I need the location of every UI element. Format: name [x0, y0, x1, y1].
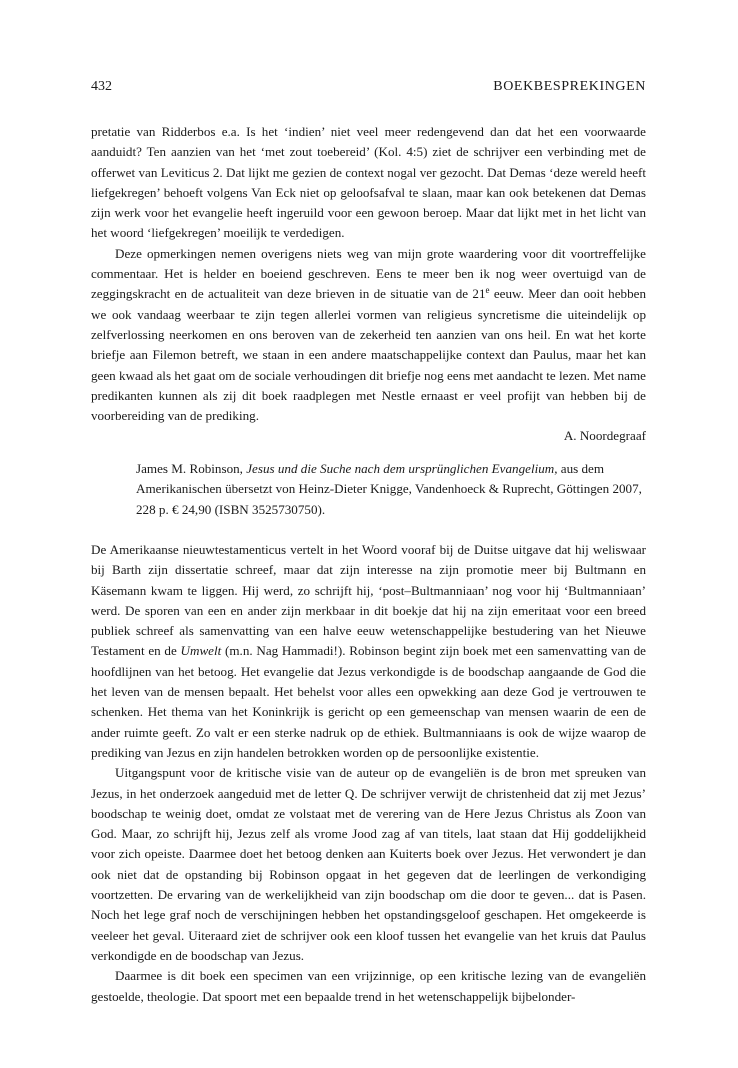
paragraph-text: pretatie van Ridderbos e.a. Is het ‘indien’ niet veel meer redengevend dan dat het een voorwaarde aanduidt? Ten aanzien van het ‘met zout toebereid’ (Kol. 4:5) ziet de schrijver een verbinding met de offerwet van Leviticus 2. Dat lijkt me gezien de context nogal ver gezocht. Dat Demas ‘deze wereld heeft liefgekregen’ behoeft volgens Van Eck niet op geloofsafval te slaan, maar kan ook betekenen dat Demas zijn werk voor het evangelie heeft ingeruild voor een gewoon beroep. Maar dat lijkt met in het licht van het woord ‘liefgekregen’ moeilijk te verdedigen.: [91, 124, 646, 241]
bibliographic-entry: [136, 459, 646, 520]
paragraph: [91, 540, 646, 763]
book-author: James M. Robinson,: [136, 461, 247, 476]
book-details: aus dem Amerikanischen übersetzt von Heinz-Dieter Knigge, Vandenhoeck & Ruprecht, Göttingen 2007, 228 p. € 24,90 (ISBN 3525730750).: [136, 461, 642, 517]
book-title: Jesus und die Suche nach dem ursprünglichen Evangelium,: [246, 461, 558, 476]
citation: [136, 459, 646, 520]
running-title: BOEKBESPREKINGEN: [493, 79, 646, 94]
page-number: 432: [91, 79, 112, 94]
italic-term: Umwelt: [180, 643, 222, 659]
paragraph-text: (m.n. Nag Hammadi!). Robinson begint zijn boek met een samenvatting van de hoofdlijnen van het betoog. Het evangelie dat Jezus verkondigde is de boodschap aangaande de God die het leven van de mensen bepaalt. Het behelst voor alles een opwekking aan deze God je vertrouwen te schenken. Het thema van het Koninkrijk is gericht op een gemeenschap van mensen waarin de een de ander ruimte geeft. Zo valt er een sterke nadruk op de ethiek. Bultmanniaans is ook de wijze waarop de prediking van Jezus en zijn handelen betrokken worden op de persoonlijke existentie.: [91, 643, 646, 760]
paragraph: Daarmee is dit boek een specimen van een vrijzinnige, op een kritische lezing van de evangeliën gestoelde, theologie. Dat spoort met een bepaalde trend in het wetenschappelijk bijbelonder-: [91, 968, 646, 1004]
review-continuation: [91, 122, 646, 447]
paragraph-text: Deze opmerkingen nemen overigens niets weg van mijn grote waardering voor dit voortreffelijke commentaar. Het is helder en boeiend geschreven. Eens te meer ben ik nog weer overtuigd van de zeggingskracht en de actualiteit van deze brieven in de situatie van de 21: [91, 245, 646, 302]
review-body: [91, 540, 646, 1007]
paragraph-text: De Amerikaanse nieuwtestamenticus vertelt in het Woord vooraf bij de Duitse uitgave dat hij weliswaar bij Barth zijn dissertatie schreef, maar dat zijn interesse na zijn promotie meer bij Bultmann en Käsemann kwam te liggen. Hij werd, zo schrijft hij, ‘post–Bultmanniaan’ nog voor hij ‘Bultmanniaan’ werd. De sporen van een en ander zijn merkbaar in dit boekje dat hij na zijn emeritaat voor een breed publiek schreef als samenvatting van een halve eeuw wetenschappelijke bestudering van het Nieuwe Testament en de: [91, 542, 646, 659]
paragraph: [91, 122, 646, 244]
superscript: e: [485, 285, 490, 296]
reviewer-signature: A. Noordegraaf: [563, 428, 646, 444]
paragraph: [91, 244, 646, 427]
paragraph-text: eeuw. Meer dan ooit hebben we ook vandaag weerbaar te zijn tegen allerlei vormen van religieus syncretisme die uiteindelijk op zelfverlossing neerkomen en ons beroven van de zekerheid ten aanzien van ons heil. En wat het korte briefje aan Filemon betreft, we staan in een andere maatschappelijke context dan Paulus, maar het kan geen kwaad als het gaat om de sociale verhoudingen dit briefje nog eens met aandacht te lezen. Met name predikanten kunnen als zij dit boek raadplegen met Nestle ernaast er veel profijt van hebben bij de voorbereiding van de prediking.: [91, 286, 646, 424]
paragraph: Uitgangspunt voor de kritische visie van de auteur op de evangeliën is de bron met spreuken van Jezus, in het onderzoek aangeduid met de letter Q. De schrijver verwijt de christenheid dat zij met Jezus’ boodschap te weinig doet, omdat ze volstaat met de verering van de Here Jezus Christus als Zoon van God. Maar, zo schrijft hij, Jezus zelf als vrome Jood zag af van titels, laat staan dat Hij goddelijkheid voor zich opeiste. Daarmee doet het betoog denken aan Kuiterts boek over Jezus. Het verwondert je dan ook niet dat de opstanding bij Robinson opgaat in het gegeven dat de leerlingen de verkondiging voortzetten. De ervaring van de werkelijkheid van zijn boodschap om die door te geven... dat is Pasen. Noch het lege graf noch de verschijningen hebben het opstandingsgeloof geschapen. Het omgekeerde is veeleer het geval. Uiteraard ziet de schrijver ook een kloof tussen het evangelie van het kruis dat Paulus verkondigde en de boodschap van Jezus.: [91, 765, 646, 963]
